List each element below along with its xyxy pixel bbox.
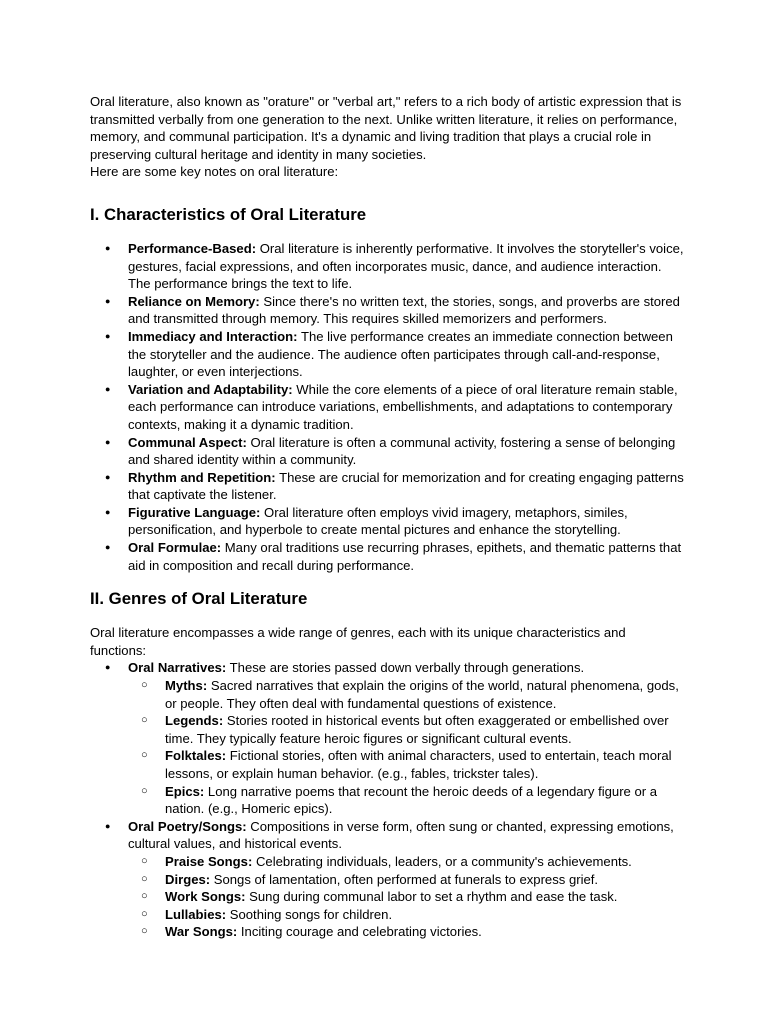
section-heading-genres: II. Genres of Oral Literature [90,589,308,609]
item-term: Immediacy and Interaction: [128,328,298,344]
list-item [90,504,684,539]
list-item [90,293,684,328]
item-term: Lullabies: [165,906,227,922]
item-text: Songs of lamentation, often performed at funerals to express grief. [210,871,599,887]
item-term: Folktales: [165,748,227,764]
item-text: These are stories passed down verbally through generations. [226,660,585,676]
sublist-item [90,871,684,889]
item-text: Soothing songs for children. [226,906,393,922]
item-term: Performance-Based: [128,240,257,256]
intro-paragraph: Oral literature, also known as "orature" or "verbal art," refers to a rich body of artistic expression that is transmitted verbally from one generation to the next. Unlike written literature, it relies on performance, memory, and communal participation. It's a dynamic and living tradition that plays a crucial role in preserving cultural heritage and identity in many societies. [90,94,682,162]
item-text: These are crucial for memorization and for creating engaging patterns that captivate the listener. [128,469,684,503]
item-text: Stories rooted in historical events but often exaggerated or embellished over time. They typically feature heroic figures or significant cultural events. [165,713,669,746]
item-text: While the core elements of a piece of oral literature remain stable, each performance can introduce variations, embellishments, and adaptations to contemporary contexts, making it a dynamic tradition. [128,381,678,432]
item-term: Dirges: [165,871,211,887]
item-text: Celebrating individuals, leaders, or a community's achievements. [252,853,632,869]
sublist-item [90,853,684,871]
list-item [90,381,684,434]
item-term: Epics: [165,783,205,799]
item-term: Oral Narratives: [128,660,227,676]
item-text: Sacred narratives that explain the origins of the world, natural phenomena, gods, or people. They often deal with fundamental questions of existence. [165,678,679,711]
item-term: Variation and Adaptability: [128,381,293,397]
intro-lead: Here are some key notes on oral literature: [90,164,339,180]
item-text: Sung during communal labor to set a rhythm and ease the task. [245,889,618,905]
item-text: Oral literature often employs vivid imagery, metaphors, similes, personification, and hyperbole to create mental pictures and enhance the storytelling. [128,504,628,538]
item-term: Oral Poetry/Songs: [128,818,247,834]
item-text: Oral literature is inherently performative. It involves the storyteller's voice, gestures, facial expressions, and often incorporates music, dance, and audience interaction. The performance brings the text to life. [128,240,684,292]
sublist-item [90,923,684,941]
sublist-item [90,712,684,747]
item-term: Communal Aspect: [128,434,247,450]
item-term: Legends: [165,713,224,729]
item-text: Many oral traditions use recurring phrases, epithets, and thematic patterns that aid in composition and recall during performance. [128,540,682,573]
item-term: Work Songs: [165,889,246,905]
sublist-item [90,906,684,924]
item-text: Fictional stories, often with animal characters, used to entertain, teach moral lessons, or explain human behavior. (e.g., fables, trickster tales). [165,748,672,781]
item-text: Inciting courage and celebrating victories. [237,924,482,940]
list-item [90,240,684,293]
genres-list [90,659,684,941]
item-text: Compositions in verse form, often sung or chanted, expressing emotions, cultural values, and historical events. [128,818,674,852]
list-item [90,659,684,817]
item-text: Oral literature is often a communal activity, fostering a sense of belonging and shared identity within a community. [128,434,676,468]
item-term: Figurative Language: [128,504,261,520]
item-text: The live performance creates an immediate connection between the storyteller and the audience. The audience often participates through call-and-response, laughter, or even interjections. [128,328,673,380]
genres-intro: Oral literature encompasses a wide range of genres, each with its unique characteristics and functions: [90,625,626,658]
poetry-sublist [128,853,684,941]
item-term: Praise Songs: [165,853,253,869]
list-item [90,434,684,469]
list-item [90,818,684,941]
item-term: Rhythm and Repetition: [128,469,276,485]
characteristics-list [90,240,684,574]
sublist-item [90,747,684,782]
list-item [90,328,684,381]
sublist-item [90,677,684,712]
section-heading-characteristics: I. Characteristics of Oral Literature [90,204,367,224]
item-term: Reliance on Memory: [128,293,260,309]
sublist-item [90,888,684,906]
item-term: Oral Formulae: [128,540,222,556]
item-text: Since there's no written text, the stories, songs, and proverbs are stored and transmitted through memory. This requires skilled memorizers and performers. [128,293,680,327]
narratives-sublist [128,677,684,818]
item-text: Long narrative poems that recount the heroic deeds of a legendary figure or a nation. (e.g., Homeric epics). [165,783,658,817]
list-item [90,469,684,504]
item-term: Myths: [165,678,208,694]
sublist-item [90,783,684,818]
item-term: War Songs: [165,924,238,940]
list-item [90,539,684,574]
